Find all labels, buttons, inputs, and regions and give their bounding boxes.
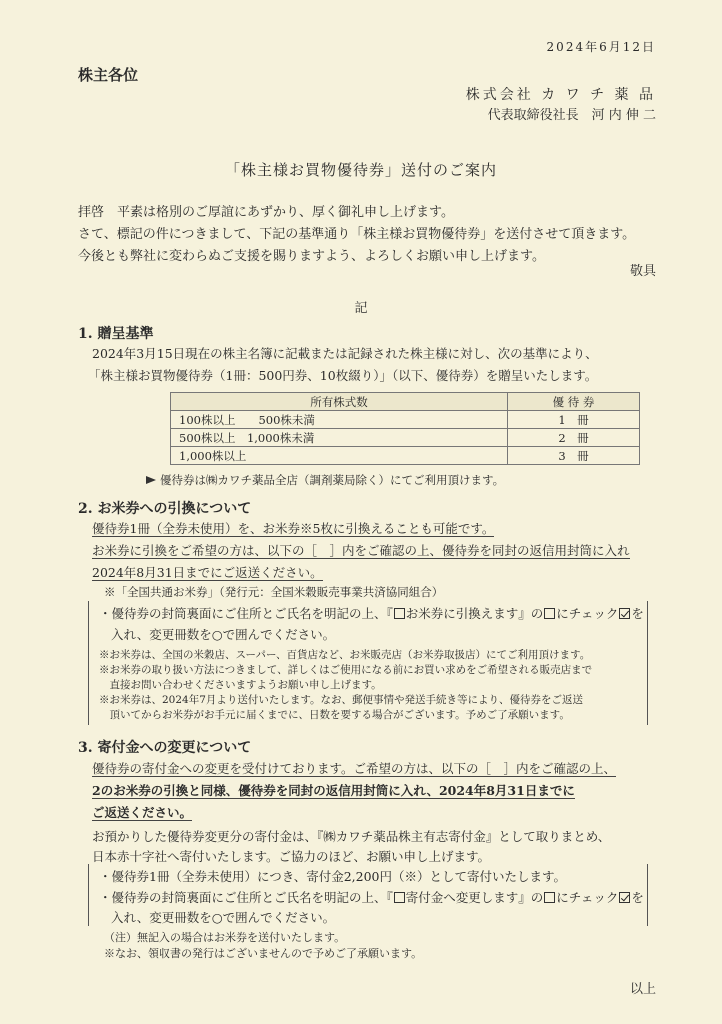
table-cell: 2 冊 [508,429,640,447]
addressee: 株主各位 [78,66,139,84]
box-line [99,887,644,908]
checkbox-icon [544,608,555,619]
section3-line [92,780,575,802]
section1-line: 「株主様お買物優待券（1冊：500円券、10枚綴り）」（以下、優待券）を贈呈いたします。 [88,368,598,383]
box-text: を [631,606,644,621]
checkbox-icon [394,892,405,903]
section1-note-text: 優待券は㈱カワチ薬品全店（調剤薬局除く）にてご利用頂けます。 [160,473,505,487]
note-line: ※お米券は、全国の米穀店、スーパー、百貨店など、お米販売店（お米券取扱店）にてご利用頂けます。 [99,649,591,661]
greeting-line: さて、標記の件につきまして、下記の基準通り「株主様お買物優待券」を送付させて頂きます。 [78,227,636,242]
note-line: ※お米券は、2024年7月より送付いたします。なお、郵便事情や発送手続き等により、優待券をご返送 [99,694,584,706]
table-cell: 100株以上 500株未満 [171,411,508,429]
section3-line: お預かりした優待券変更分の寄付金は、『㈱カワチ薬品株主有志寄付金』として取りまとめ、 [92,829,611,844]
table-row [171,411,640,429]
table-row [171,447,640,465]
checked-checkbox-icon [619,608,630,619]
box-text: お米券に引換えます』の [405,606,544,621]
table-cell: 500株以上 1,000株未満 [171,429,508,447]
section2-rice-note: ※「全国共通お米券」（発行元：全国米穀販売事業共済協同組合） [104,585,444,599]
note-line: 直接お問い合わせくださいますようお願い申し上げます。 [99,679,382,691]
table-cell: 3 冊 [508,447,640,465]
section3-line: 日本赤十字社へ寄付いたします。ご協力のほど、お願い申し上げます。 [92,849,491,864]
section1-line: 2024年3月15日現在の株主名簿に記載または記録された株主様に対し、次の基準により、 [92,346,598,361]
box-text: ・優待券の封筒裏面にご住所とご氏名を明記の上、『 [99,606,393,621]
box-text: にチェック [556,606,619,621]
company-name: 株式会社 カ ワ チ 薬 品 [465,87,656,103]
section3-box [88,864,648,926]
section2-heading: 2. お米券への引換について [78,501,252,517]
benefit-table [170,392,640,465]
section2-line-text: 優待券1冊（全券未使用）を、お米券※5枚に引換えることも可能です。 [92,521,495,536]
section3-line-text: 優待券の寄付金への変更を受付けております。ご希望の方は、以下の［ ］内をご確認の上、 [92,761,617,776]
section3-notes [104,930,422,962]
checkbox-icon [394,608,405,619]
section1-note [146,472,504,488]
section1-heading: 1. 贈呈基準 [78,326,154,342]
box-text: ・優待券の封筒裏面にご住所とご氏名を明記の上、『 [99,890,393,905]
closing-keigu: 敬具 [629,264,656,279]
section3-line-text: ご返送ください。 [92,805,193,820]
section3-heading: 3. 寄付金への変更について [78,740,252,756]
box-text: 寄付金へ変更します』の [405,890,544,905]
table-cell: 1 冊 [508,411,640,429]
box-line: 入れ、変更冊数を○で囲んでください。 [111,627,336,642]
section2-notes [99,648,637,723]
table-cell: 1,000株以上 [171,447,508,465]
greeting-block [78,202,635,268]
issue-date: 2024年6月12日 [546,40,656,54]
note-line: ※お米券の取り扱い方法につきまして、詳しくはご使用になる前にお買い求めをご希望される販売店まで [99,664,593,676]
note-line: ※なお、領収書の発行はございませんので予めご了承願います。 [104,947,423,960]
checkbox-icon [544,892,555,903]
table-header-cell: 優 待 券 [508,393,640,411]
box-line: ・優待券1冊（全券未使用）につき、寄付金2,200円（※）として寄付いたします。 [99,869,566,884]
box-text: を [631,890,644,905]
table-row [171,429,640,447]
section3-line [92,802,192,824]
note-line: 頂いてからお米券がお手元に届くまでに、日数を要する場合がございます。予めご了承願います。 [99,709,570,721]
table-header-cell: 所有株式数 [171,393,508,411]
box-text: にチェック [556,890,619,905]
checked-checkbox-icon [619,892,630,903]
ki-marker: 記 [354,301,368,316]
greeting-line: 拝啓 平素は格別のご厚誼にあずかり、厚く御礼申し上げます。 [78,205,454,220]
arrow-icon [146,476,156,484]
document-title: 「株主様お買物優待券」送付のご案内 [224,161,497,179]
note-line: （注）無記入の場合はお米券を送付いたします。 [104,931,346,944]
box-line [99,603,644,624]
section2-line [92,518,494,540]
section3-line [92,758,616,780]
box-line: 入れ、変更冊数を○で囲んでください。 [111,910,336,925]
section3-line-text: 2のお米券の引換と同様、優待券を同封の返信用封筒に入れ、2024年8月31日までに [92,783,575,798]
section2-line-text: お米券に引換をご希望の方は、以下の［ ］内をご確認の上、優待券を同封の返信用封筒に入れ [92,543,630,558]
section2-line-text: 2024年8月31日までにご返送ください。 [92,565,323,580]
closing-ijo: 以上 [629,982,656,997]
section2-box [88,601,648,725]
greeting-line: 今後とも弊社に変わらぬご支援を賜りますよう、よろしくお願い申し上げます。 [78,249,545,264]
table-header-row [171,393,640,411]
section2-line [92,540,630,562]
representative: 代表取締役社長 河 内 伸 二 [487,108,656,123]
